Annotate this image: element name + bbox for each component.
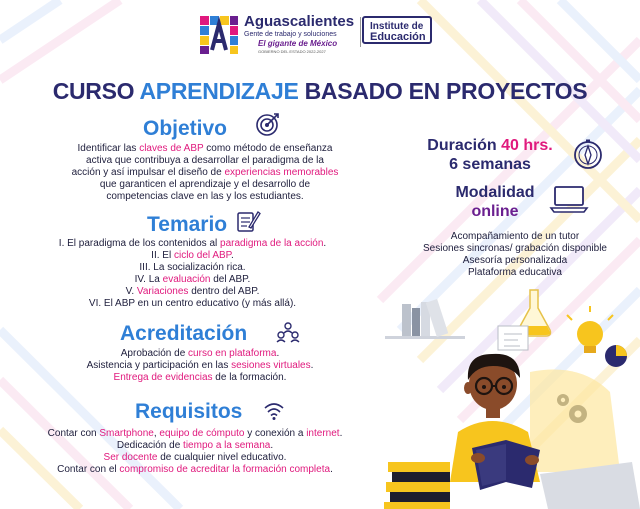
objetivo-heading: Objetivo bbox=[143, 117, 228, 140]
acreditacion-highlight: Entrega de evidencias bbox=[113, 372, 213, 383]
duracion-hours: 40 hrs. bbox=[501, 137, 553, 154]
requisitos-line-3 bbox=[10, 452, 380, 464]
duracion-block bbox=[405, 136, 575, 174]
temario-highlight: paradigma de la acción bbox=[220, 238, 324, 249]
temario-text: . bbox=[323, 238, 327, 249]
objetivo-line-2: activa que contribuya a desarrollar el paradigma de la bbox=[86, 155, 324, 166]
book-stack bbox=[384, 462, 450, 509]
acreditacion-text: Aprobación de bbox=[120, 348, 189, 359]
requisitos-text: . bbox=[330, 464, 333, 475]
modalidad-block bbox=[440, 183, 550, 221]
modalidad-value: online bbox=[471, 203, 519, 220]
requisitos-line-4 bbox=[10, 464, 380, 476]
formula-card-icon bbox=[498, 326, 528, 350]
acreditacion-text: de la formación. bbox=[212, 372, 287, 383]
features-list bbox=[400, 231, 630, 279]
feature-item: Sesiones sincronas/ grabación disponible bbox=[422, 243, 607, 254]
requisitos-text: Contar con el bbox=[57, 464, 120, 475]
temario-text: II. El bbox=[151, 250, 174, 261]
requisitos-body bbox=[10, 428, 380, 476]
objetivo-highlight: experiencias memorables bbox=[224, 167, 339, 178]
institute-line2: Educación bbox=[370, 31, 426, 43]
requisitos-highlight: Ser docente bbox=[103, 452, 158, 463]
objetivo-line-4: que garanticen el aprendizaje y el desarrollo de bbox=[99, 179, 311, 190]
temario-list bbox=[20, 238, 365, 310]
duracion-line bbox=[405, 136, 575, 155]
pie-chart-icon bbox=[605, 345, 627, 367]
notepad-pencil-icon bbox=[235, 208, 261, 234]
temario-text: . bbox=[231, 250, 234, 261]
requisitos-text: . bbox=[270, 440, 274, 451]
objetivo-text: Identificar las bbox=[77, 143, 140, 154]
temario-item bbox=[20, 286, 365, 298]
objetivo-line-1 bbox=[20, 143, 390, 155]
compass-icon bbox=[572, 139, 604, 171]
temario-highlight: Variaciones bbox=[136, 286, 189, 297]
title-highlight: APRENDIZAJE bbox=[139, 78, 299, 104]
temario-item bbox=[20, 238, 365, 250]
temario-highlight: evaluación bbox=[162, 274, 211, 285]
objetivo-text: como método de enseñanza bbox=[203, 143, 333, 154]
state-wordmark bbox=[244, 14, 354, 55]
institute-logo bbox=[362, 16, 432, 44]
target-icon bbox=[255, 111, 281, 137]
acreditacion-highlight: curso en plataforma bbox=[188, 348, 277, 359]
laptop-icon bbox=[549, 184, 589, 214]
temario-item: III. La socialización rica. bbox=[139, 262, 246, 273]
brand-name: Aguascalientes bbox=[244, 13, 355, 30]
people-network-icon bbox=[276, 320, 300, 344]
acreditacion-heading: Acreditación bbox=[120, 322, 248, 345]
temario-text: IV. La bbox=[134, 274, 163, 285]
requisitos-text: de cualquier nivel educativo. bbox=[157, 452, 287, 463]
student-illustration bbox=[380, 282, 640, 509]
brand-tagline: Gente de trabajo y soluciones bbox=[244, 31, 337, 38]
duracion-weeks: 6 semanas bbox=[449, 156, 531, 173]
acreditacion-highlight: sesiones virtuales bbox=[231, 360, 311, 371]
temario-text: dentro del ABP. bbox=[188, 286, 260, 297]
objetivo-body bbox=[20, 143, 390, 203]
acreditacion-body bbox=[40, 348, 360, 384]
institute-line1: Institute de bbox=[370, 21, 424, 32]
modalidad-label: Modalidad bbox=[455, 184, 535, 201]
page-title bbox=[0, 78, 640, 105]
acreditacion-text: Asistencia y participación en las bbox=[86, 360, 232, 371]
requisitos-highlight: tiempo a la semana bbox=[183, 440, 271, 451]
acreditacion-text: . bbox=[276, 348, 280, 359]
brand-small: GOBIERNO DEL ESTADO 2022-2027 bbox=[258, 49, 326, 54]
brand-slogan: El gigante de México bbox=[258, 39, 338, 48]
temario-text: del ABP. bbox=[210, 274, 251, 285]
title-part2: BASADO EN PROYECTOS bbox=[298, 78, 588, 104]
acreditacion-text: . bbox=[310, 360, 314, 371]
duracion-label: Duración bbox=[427, 137, 502, 154]
bookshelf bbox=[385, 299, 465, 339]
requisitos-text: Contar con bbox=[47, 428, 100, 439]
requisitos-line-1 bbox=[10, 428, 380, 440]
feature-item: Acompañamiento de un tutor bbox=[450, 231, 580, 242]
state-logo-mark-icon bbox=[198, 14, 240, 56]
temario-item bbox=[20, 250, 365, 262]
objetivo-highlight: claves de ABP bbox=[139, 143, 204, 154]
requisitos-highlight: Smartphone bbox=[99, 428, 154, 439]
requisitos-highlight: compromiso de acreditar la formación completa bbox=[119, 464, 331, 475]
temario-text: V. bbox=[125, 286, 137, 297]
requisitos-highlight: equipo de cómputo bbox=[159, 428, 245, 439]
temario-item bbox=[20, 274, 365, 286]
requisitos-text: y conexión a bbox=[244, 428, 307, 439]
objetivo-line-5: competencias clave en las y los estudiantes. bbox=[106, 191, 304, 202]
requisitos-text: Dedicación de bbox=[116, 440, 184, 451]
requisitos-text: , bbox=[153, 428, 160, 439]
acreditacion-line-2 bbox=[40, 360, 360, 372]
requisitos-highlight: internet bbox=[306, 428, 340, 439]
objetivo-text: acción y así impulsar el diseño de bbox=[71, 167, 225, 178]
feature-item: Asesoría personalizada bbox=[462, 255, 568, 266]
state-logo bbox=[198, 14, 240, 56]
temario-heading: Temario bbox=[147, 213, 228, 236]
feature-item: Plataforma educativa bbox=[468, 267, 562, 278]
lightbulb-icon bbox=[567, 306, 613, 353]
title-part1: CURSO bbox=[52, 78, 140, 104]
temario-item: VI. El ABP en un centro educativo (y más allá). bbox=[88, 298, 297, 309]
acreditacion-line-1 bbox=[40, 348, 360, 360]
acreditacion-line-3 bbox=[40, 372, 360, 384]
temario-highlight: ciclo del ABP bbox=[173, 250, 232, 261]
requisitos-heading: Requisitos bbox=[135, 400, 243, 423]
requisitos-line-2 bbox=[10, 440, 380, 452]
objetivo-line-3 bbox=[20, 167, 390, 179]
requisitos-text: . bbox=[339, 428, 343, 439]
temario-text: I. El paradigma de los contenidos al bbox=[58, 238, 221, 249]
wifi-icon bbox=[263, 401, 285, 421]
